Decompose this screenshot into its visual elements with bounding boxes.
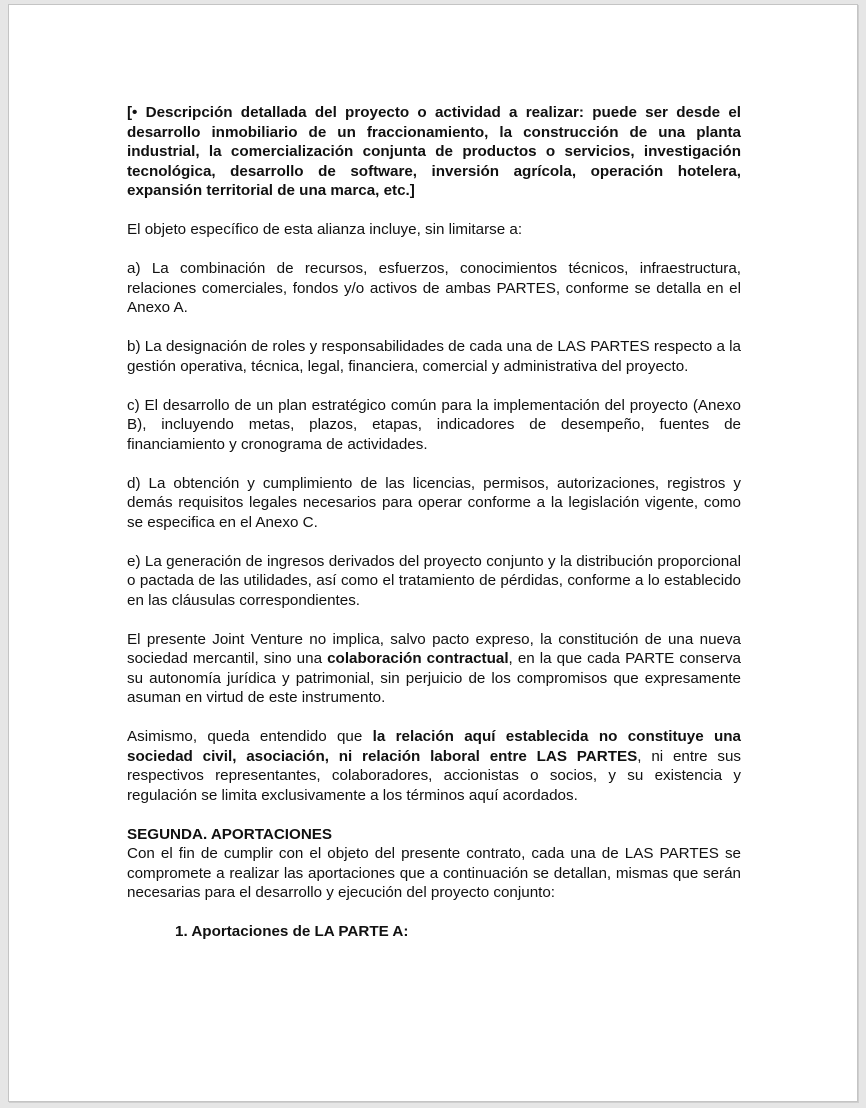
joint-venture-bold-phrase: colaboración contractual (327, 650, 509, 667)
scope-item-a: a) La combinación de recursos, esfuerzos, conocimientos técnicos, infraestructura, relaciones comerciales, fondos y/o activos de ambas PARTES, conforme se detalla en el Anexo A. (127, 260, 741, 316)
joint-venture-text-before: El presente Joint Venture no implica, salvo pacto expreso, la constitución de una nueva sociedad mercantil, sino una (127, 630, 741, 667)
document-body (127, 103, 741, 942)
relationship-text-before: Asimismo, queda entendido que (127, 728, 373, 745)
joint-venture-text-after: , en la que cada PARTE conserva su autonomía jurídica y patrimonial, sin perjuicio de los compromisos que expresamente asuman en virtud de este instrumento. (127, 650, 741, 706)
scope-item-c: c) El desarrollo de un plan estratégico común para la implementación del proyecto (Anexo B), incluyendo metas, plazos, etapas, indicadores de desempeño, fuentes de financiamiento y cronograma de actividades. (127, 396, 741, 453)
scope-intro: El objeto específico de esta alianza incluye, sin limitarse a: (127, 221, 523, 238)
joint-venture-paragraph (127, 630, 741, 708)
relationship-bold-phrase: la relación aquí establecida no constituye una sociedad civil, asociación, ni relación laboral entre LAS PARTES (127, 728, 741, 765)
scope-item-e: e) La generación de ingresos derivados del proyecto conjunto y la distribución proporcional o pactada de las utilidades, así como el tratamiento de pérdidas, conforme a lo establecido en las cláusulas correspondientes. (127, 552, 741, 609)
relationship-text-after: , ni entre sus respectivos representantes, colaboradores, accionistas o socios, y su existencia y regulación se limita exclusivamente a los términos aquí acordados. (127, 747, 741, 804)
scope-item-d: d) La obtención y cumplimiento de las licencias, permisos, autorizaciones, registros y demás requisitos legales necesarios para operar conforme a la legislación vigente, como se especifica en el Anexo C. (127, 474, 741, 531)
scope-item-b: b) La designación de roles y responsabilidades de cada una de LAS PARTES respecto a la gestión operativa, técnica, legal, financiera, comercial y administrativa del proyecto. (127, 338, 741, 375)
project-description-placeholder: [• Descripción detallada del proyecto o actividad a realizar: puede ser desde el desarrollo inmobiliario de un fraccionamiento, la construcción de una planta industrial, la comercialización conjunta de productos o servicios, investigación tecnológica, desarrollo de software, inversión agrícola, operación hotelera, expansión territorial de una marca, etc.] (127, 104, 741, 199)
relationship-paragraph (127, 727, 741, 805)
document-page (8, 4, 858, 1102)
section-two-body: Con el fin de cumplir con el objeto del presente contrato, cada una de LAS PARTES se compromete a realizar las aportaciones que a continuación se detallan, mismas que serán necesarias para el desarrollo y ejecución del proyecto conjunto: (127, 845, 741, 901)
section-two-subitem-party-a: 1. Aportaciones de LA PARTE A: (175, 923, 409, 940)
section-two-heading: SEGUNDA. APORTACIONES (127, 825, 333, 843)
